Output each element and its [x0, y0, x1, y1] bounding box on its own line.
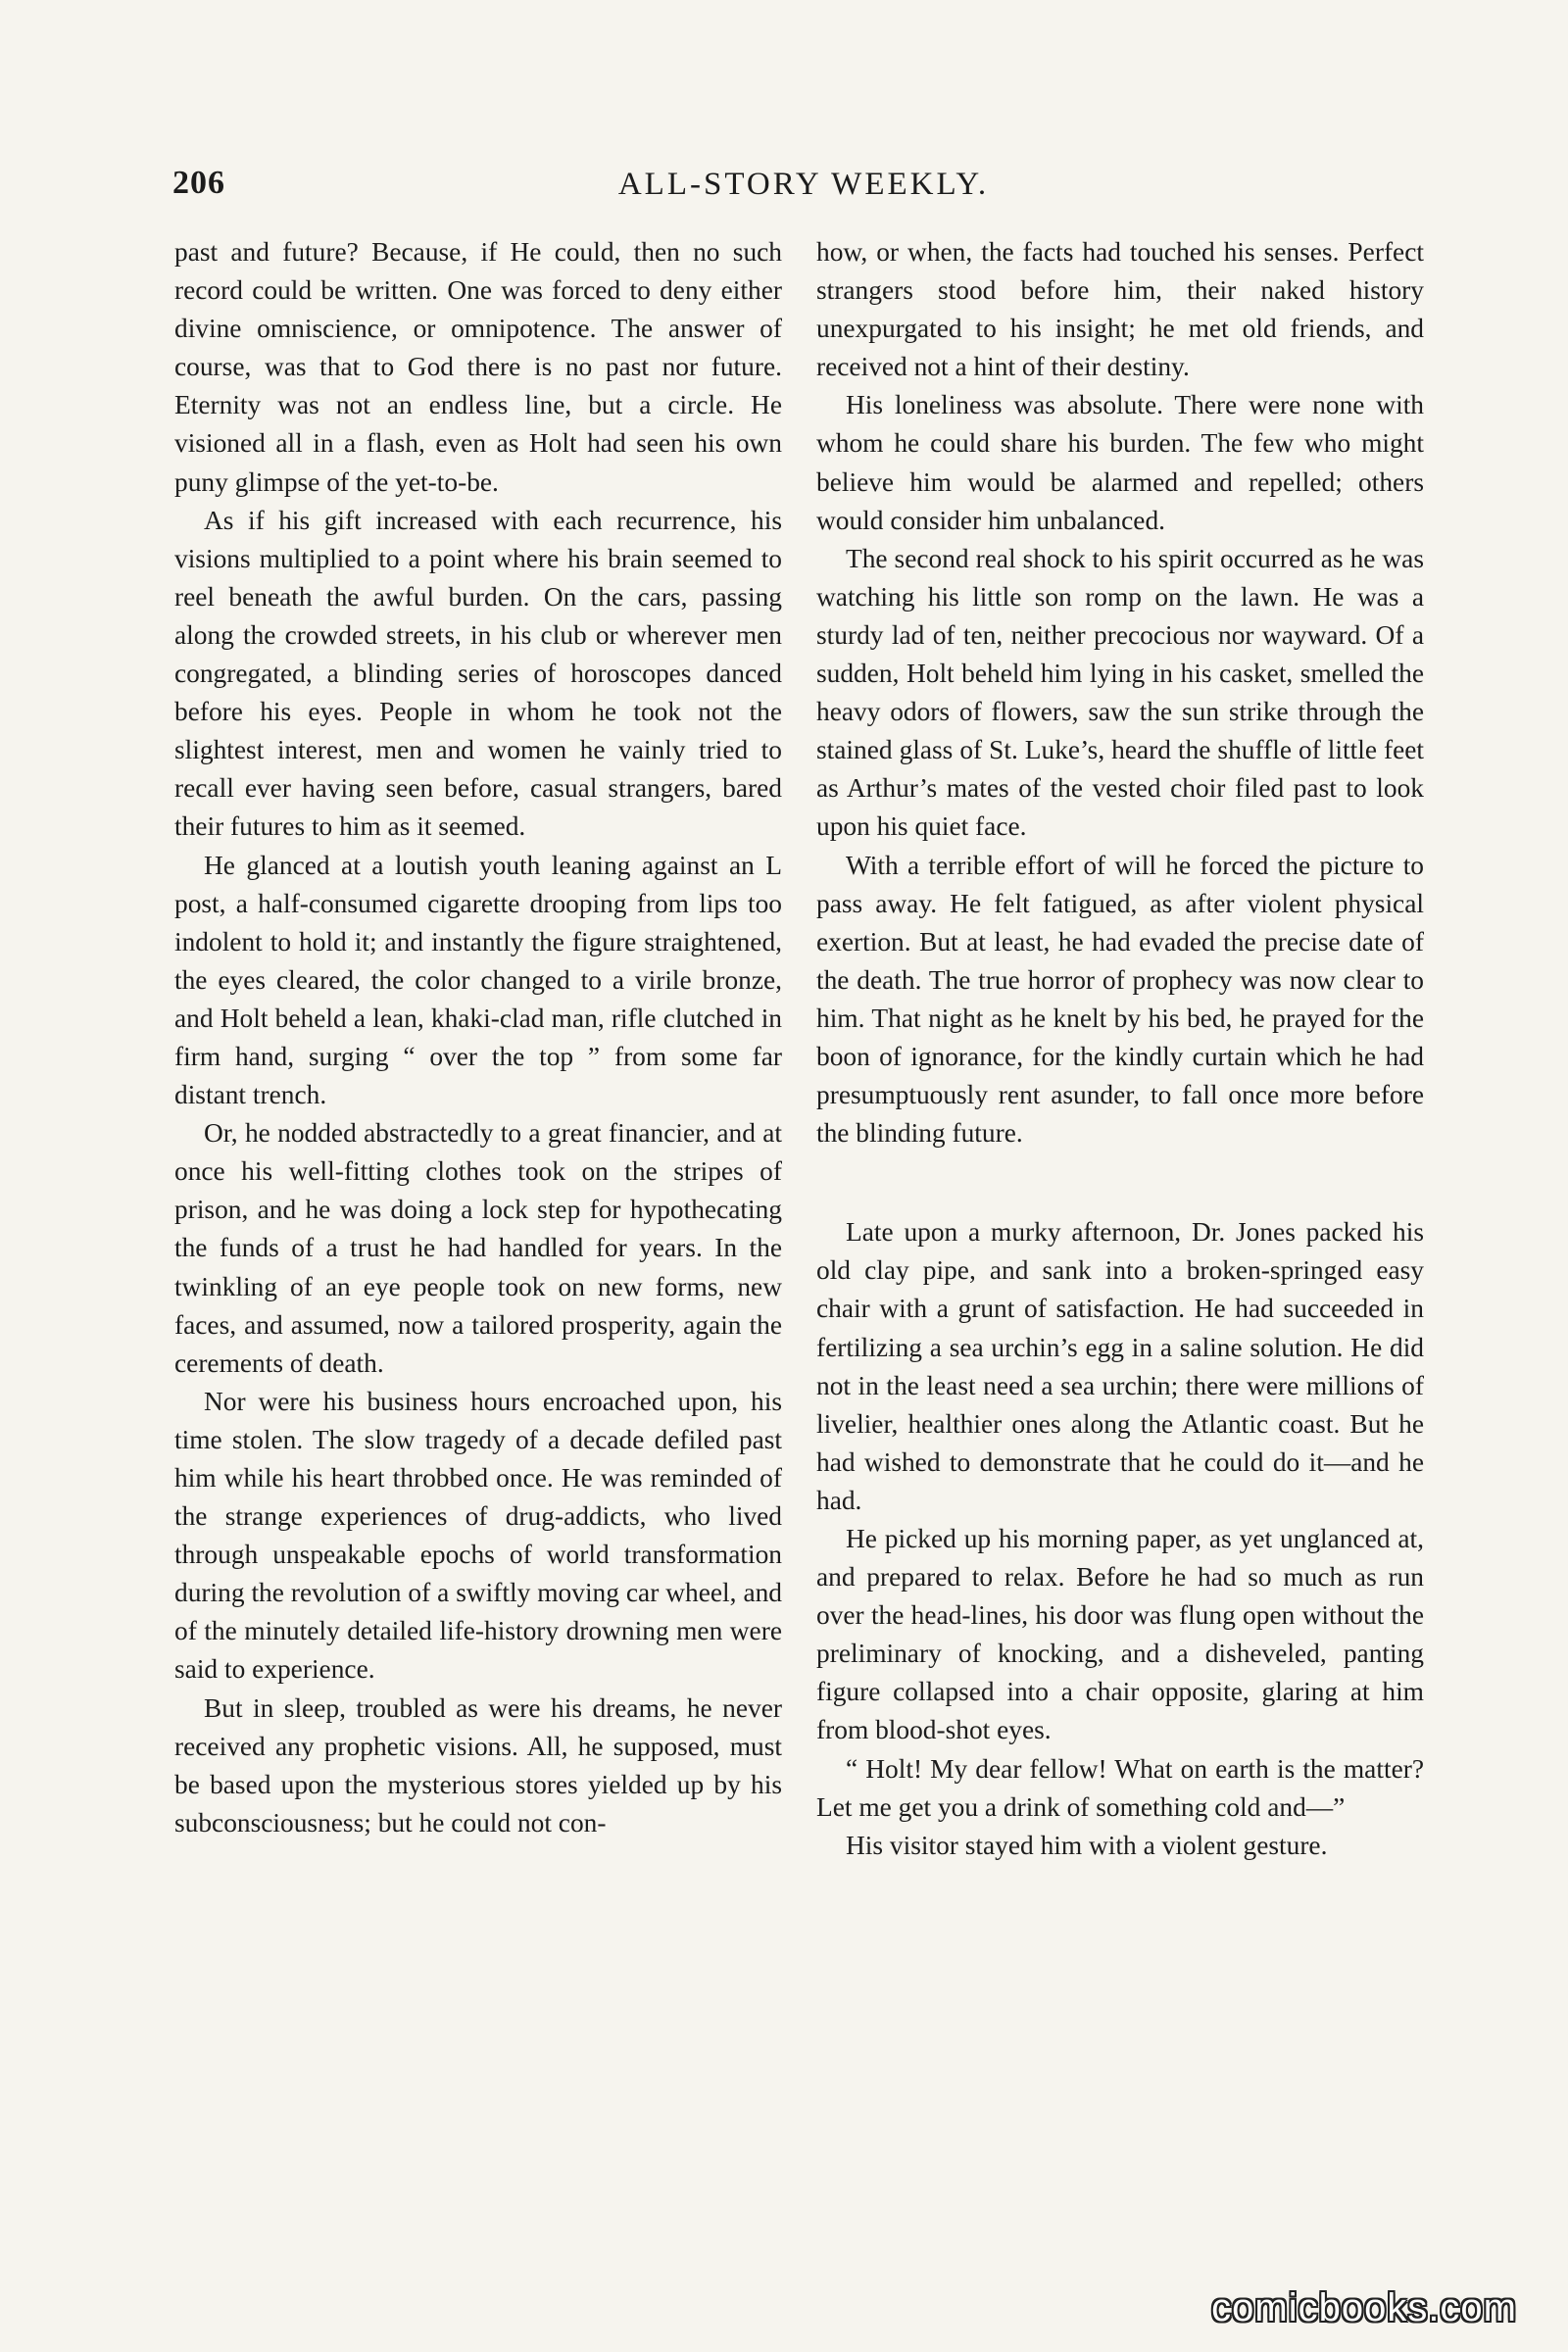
paragraph: His visitor stayed him with a violent gesture. — [846, 1830, 1328, 1860]
paragraph: With a terrible effort of will he forced the picture to pass away. He felt fatigued, as after violent physical exertion. But at least, he had evaded the precise date of the death. The true horror of prophecy was now clear to him. That night as he knelt by his bed, he prayed for the boon of ignorance, for the kindly curtain which he had presumptuously rent asunder, to fall once more before the blinding future. — [816, 850, 1424, 1149]
paragraph: Nor were his business hours encroached upon, his time stolen. The slow tragedy of a decade defiled past him while his heart throbbed once. He was reminded of the strange experiences of drug-addicts, who lived through unspeakable epochs of world transformation during the revolution of a swiftly moving car wheel, and of the minutely detailed life-history drowning men were said to experience. — [174, 1386, 782, 1685]
page-header — [167, 165, 1441, 214]
paragraph: But in sleep, troubled as were his dreams, he never received any prophetic visions. All, he supposed, must be based upon the mysterious stores yielded up by his subconsciousness; but he could not con- — [174, 1692, 782, 1838]
paragraph: “ Holt! My dear fellow! What on earth is the matter? Let me get you a drink of something cold and—” — [816, 1753, 1424, 1822]
paragraph: past and future? Because, if He could, then no such record could be written. One was forced to deny either divine omniscience, or omnipotence. The answer of course, was that to God there is no past nor future. Eternity was not an endless line, but a circle. He visioned all in a flash, even as Holt had seen his own puny glimpse of the yet-to-be. — [174, 237, 782, 497]
site-watermark: comicbooks.com — [1211, 2286, 1517, 2329]
paragraph: Late upon a murky afternoon, Dr. Jones packed his old clay pipe, and sank into a broken-springed easy chair with a grunt of satisfaction. He had succeeded in fertilizing a sea urchin’s egg in a saline solution. He did not in the least need a sea urchin; there were millions of livelier, healthier ones along the Atlantic coast. But he had wished to demonstrate that he could do it—and he had. — [816, 1217, 1424, 1515]
right-column — [816, 233, 1424, 1865]
paragraph: Or, he nodded abstractedly to a great financier, and at once his well-fitting clothes took on the stripes of prison, and he was doing a lock step for hypothecating the funds of a trust he had handled for years. In the twinkling of an eye people took on new forms, new faces, and assumed, now a tailored prosperity, again the cerements of death. — [174, 1118, 782, 1378]
running-head: ALL-STORY WEEKLY. — [617, 167, 990, 202]
paragraph: He picked up his morning paper, as yet unglanced at, and prepared to relax. Before he had so much as run over the head-lines, his door was flung open without the preliminary of knocking, and a disheveled, panting figure collapsed into a chair opposite, glaring at him from blood-shot eyes. — [816, 1524, 1424, 1745]
paragraph: The second real shock to his spirit occurred as he was watching his little son romp on the lawn. He was a sturdy lad of ten, neither precocious nor wayward. Of a sudden, Holt beheld him lying in his casket, smelled the heavy odors of flowers, saw the sun strike through the stained glass of St. Luke’s, heard the shuffle of little feet as Arthur’s mates of the vested choir filed past to look upon his quiet face. — [816, 543, 1424, 842]
page-number: 206 — [172, 165, 225, 201]
left-column — [174, 233, 782, 1842]
paragraph: how, or when, the facts had touched his senses. Perfect strangers stood before him, their naked history unexpurgated to his insight; he met old friends, and received not a hint of their destiny. — [816, 237, 1424, 382]
paragraph: As if his gift increased with each recurrence, his visions multiplied to a point where his brain seemed to reel beneath the awful burden. On the cars, passing along the crowded streets, in his club or wherever men congregated, a blinding series of horoscopes danced before his eyes. People in whom he took not the slightest interest, men and women he vainly tried to recall ever having seen before, casual strangers, bared their futures to him as it seemed. — [174, 505, 782, 842]
paragraph: His loneliness was absolute. There were none with whom he could share his burden. The few who might believe him would be alarmed and repelled; others would consider him unbalanced. — [816, 390, 1424, 535]
paragraph: He glanced at a loutish youth leaning against an L post, a half-consumed cigarette drooping from lips too indolent to hold it; and instantly the figure straightened, the eyes cleared, the color changed to a virile bronze, and Holt beheld a lean, khaki-clad man, rifle clutched in firm hand, surging “ over the top ” from some far distant trench. — [174, 850, 782, 1110]
